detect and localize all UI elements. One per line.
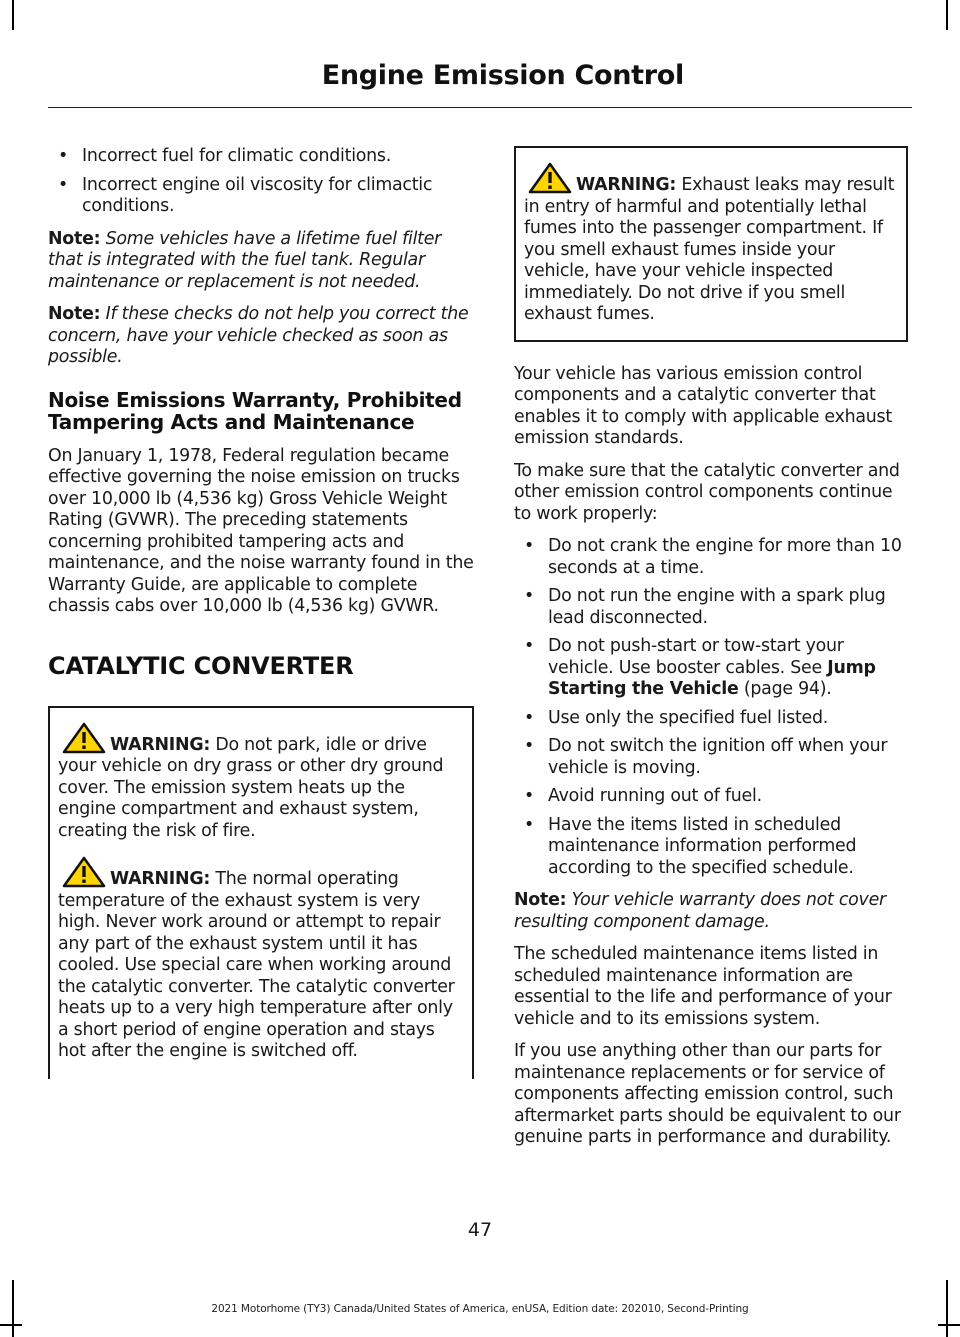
crop-mark-bottom-left-h [0,1324,22,1326]
warning-label: WARNING: [576,175,677,195]
note-paragraph [48,304,474,369]
crop-mark-bottom-right-h [938,1324,960,1326]
note-label: Note: [48,228,101,249]
list-item: • Incorrect engine oil viscosity for climactic conditions. [48,175,474,218]
edition-footer: 2021 Motorhome (TY3) Canada/United States of America, enUSA, Edition date: 202010, Second-Printing [211,1303,749,1315]
list-item: • Avoid running out of fuel. [514,786,908,808]
right-bullet-list [514,536,908,879]
warning-text: Exhaust leaks may result in entry of harmful and potentially lethal fumes into the passenger compartment. If you smell exhaust fumes inside your vehicle, have your vehicle inspected immediately. Do not drive if you smell exhaust fumes. [524,175,895,324]
note-text: If these checks do not help you correct the concern, have your vehicle checked as soon as possible. [48,304,469,367]
header-divider [48,107,912,108]
list-item: • Do not run the engine with a spark plug lead disconnected. [514,586,908,629]
paragraph: The scheduled maintenance items listed in scheduled maintenance information are essential to the life and performance of your vehicle and to its emissions system. [514,944,892,1029]
page-reference: (page 94). [738,679,832,699]
list-item: • Incorrect fuel for climatic conditions. [48,146,474,168]
list-item: • Have the items listed in scheduled maintenance information performed according to the specified schedule. [514,815,908,880]
warning-label: WARNING: [110,734,211,755]
warning-text: Do not park, idle or drive your vehicle on dry grass or other dry ground cover. The emission system heats up the engine compartment and exhaust system, creating the risk of fire. [58,734,444,841]
list-item [514,636,908,701]
left-column [48,146,474,1079]
warning-triangle-icon [62,856,106,888]
note-text: Some vehicles have a lifetime fuel filter that is integrated with the fuel tank. Regular maintenance or replacement is not needed. [48,228,442,292]
warning-triangle-icon [528,162,572,194]
right-column [514,146,908,1160]
warning-box [514,146,908,342]
warning-label: WARNING: [110,869,211,889]
list-item: • Use only the specified fuel listed. [514,708,908,730]
note-paragraph [514,890,908,933]
warning-box [48,706,474,1079]
crop-mark-top-right [946,0,948,30]
list-item: • Do not switch the ignition off when your vehicle is moving. [514,736,908,779]
page-header-title: Engine Emission Control [321,60,684,91]
warning-text: The normal operating temperature of the exhaust system is very high. Never work around or attempt to repair any part of the exhaust system until it has cooled. Use special care when working around the catalytic converter. The catalytic converter heats up to a very high temperature after only a short period of engine operation and stays hot after the engine is switched off. [58,869,455,1061]
crop-mark-top-left [12,0,14,30]
note-label: Note: [514,890,567,910]
note-text: Your vehicle warranty does not cover resulting component damage. [514,890,886,932]
paragraph: Your vehicle has various emission control components and a catalytic converter that enables it to comply with applicable exhaust emission standards. [514,363,892,448]
list-item: • Do not crank the engine for more than 10 seconds at a time. [514,536,908,579]
list-item-text: Do not push-start or tow-start your vehicle. Use booster cables. See [548,636,844,678]
left-bullet-list [48,146,474,218]
paragraph: If you use anything other than our parts for maintenance replacements or for service of components affecting emission control, such aftermarket parts should be equivalent to our genuine parts in performance and durability. [514,1041,901,1147]
note-paragraph [48,229,474,294]
warning-triangle-icon [62,722,106,754]
note-label: Note: [48,304,101,324]
page-number: 47 [467,1219,493,1241]
noise-emissions-heading: Noise Emissions Warranty, Prohibited Tampering Acts and Maintenance [48,387,462,434]
noise-emissions-paragraph: On January 1, 1978, Federal regulation became effective governing the noise emission on trucks over 10,000 lb (4,536 kg) Gross Vehicle Weight Rating (GVWR). The preceding statements concerning prohibited tampering acts and maintenance, and the noise warranty found in the Warranty Guide, are applicable to complete chassis cabs over 10,000 lb (4,536 kg) GVWR. [48,445,474,616]
section-heading: CATALYTIC CONVERTER [48,651,354,680]
warning-item [58,856,464,1063]
warning-item [524,162,898,326]
jump-starting-link[interactable]: Jump Starting the Vehicle [548,657,876,699]
paragraph: To make sure that the catalytic converter and other emission control components continue to work properly: [514,460,900,524]
warning-item [58,722,464,843]
